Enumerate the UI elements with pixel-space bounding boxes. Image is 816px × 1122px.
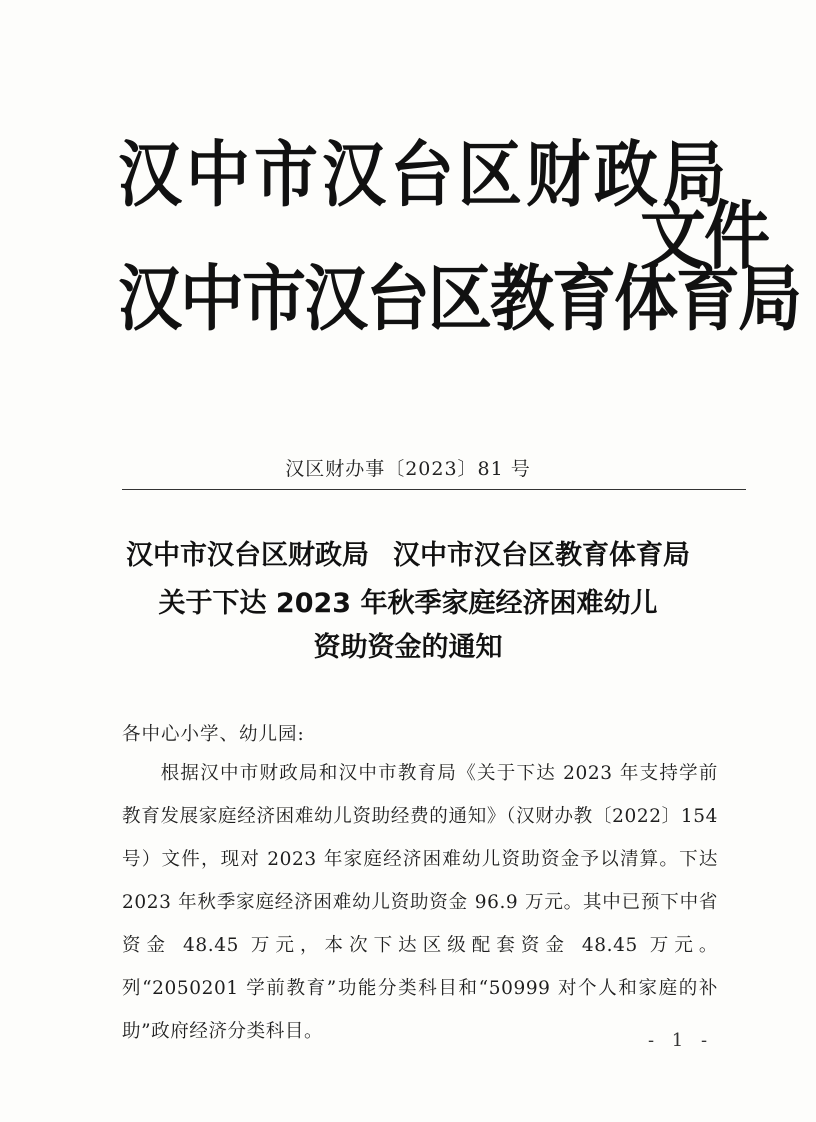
document-number: 汉区财办事〔2023〕81 号: [285, 458, 531, 480]
document-title-line-1: [0, 542, 816, 569]
document-title-line-2: 关于下达 2023 年秋季家庭经济困难幼儿: [158, 588, 658, 619]
title-issuer-1: 汉中市汉台区财政局: [126, 540, 369, 571]
header-divider: [122, 489, 746, 490]
salutation: 各中心小学、幼儿园:: [122, 724, 305, 745]
body-paragraph-text: 根据汉中市财政局和汉中市教育局《关于下达 2023 年支持学前教育发展家庭经济困难幼儿资助经费的通知》（汉财办教〔2022〕154 号）文件，现对 2023 年家庭经济困难幼儿资助资金予以清算。下达 2023 年秋季家庭经济困难幼儿资助资金 96.9 万元。其中已预下中省资金 48.45 万元，本次下达区级配套资金 48.45 万元。列“2050201 学前教育”功能分类科目和“50999 对个人和家庭的补助”政府经济分类科目。: [122, 763, 718, 1042]
issuer-finance-bureau: 汉中市汉台区财政局: [118, 134, 730, 218]
issuer-education-bureau: 汉中市汉台区教育体育局: [118, 258, 800, 342]
page-number: - 1 -: [648, 1030, 714, 1051]
body-paragraph: [122, 752, 718, 1053]
doc-type-label: 文件: [640, 193, 768, 280]
title-issuer-2: 汉中市汉台区教育体育局: [393, 540, 690, 571]
document-title-line-3: 资助资金的通知: [313, 632, 503, 663]
